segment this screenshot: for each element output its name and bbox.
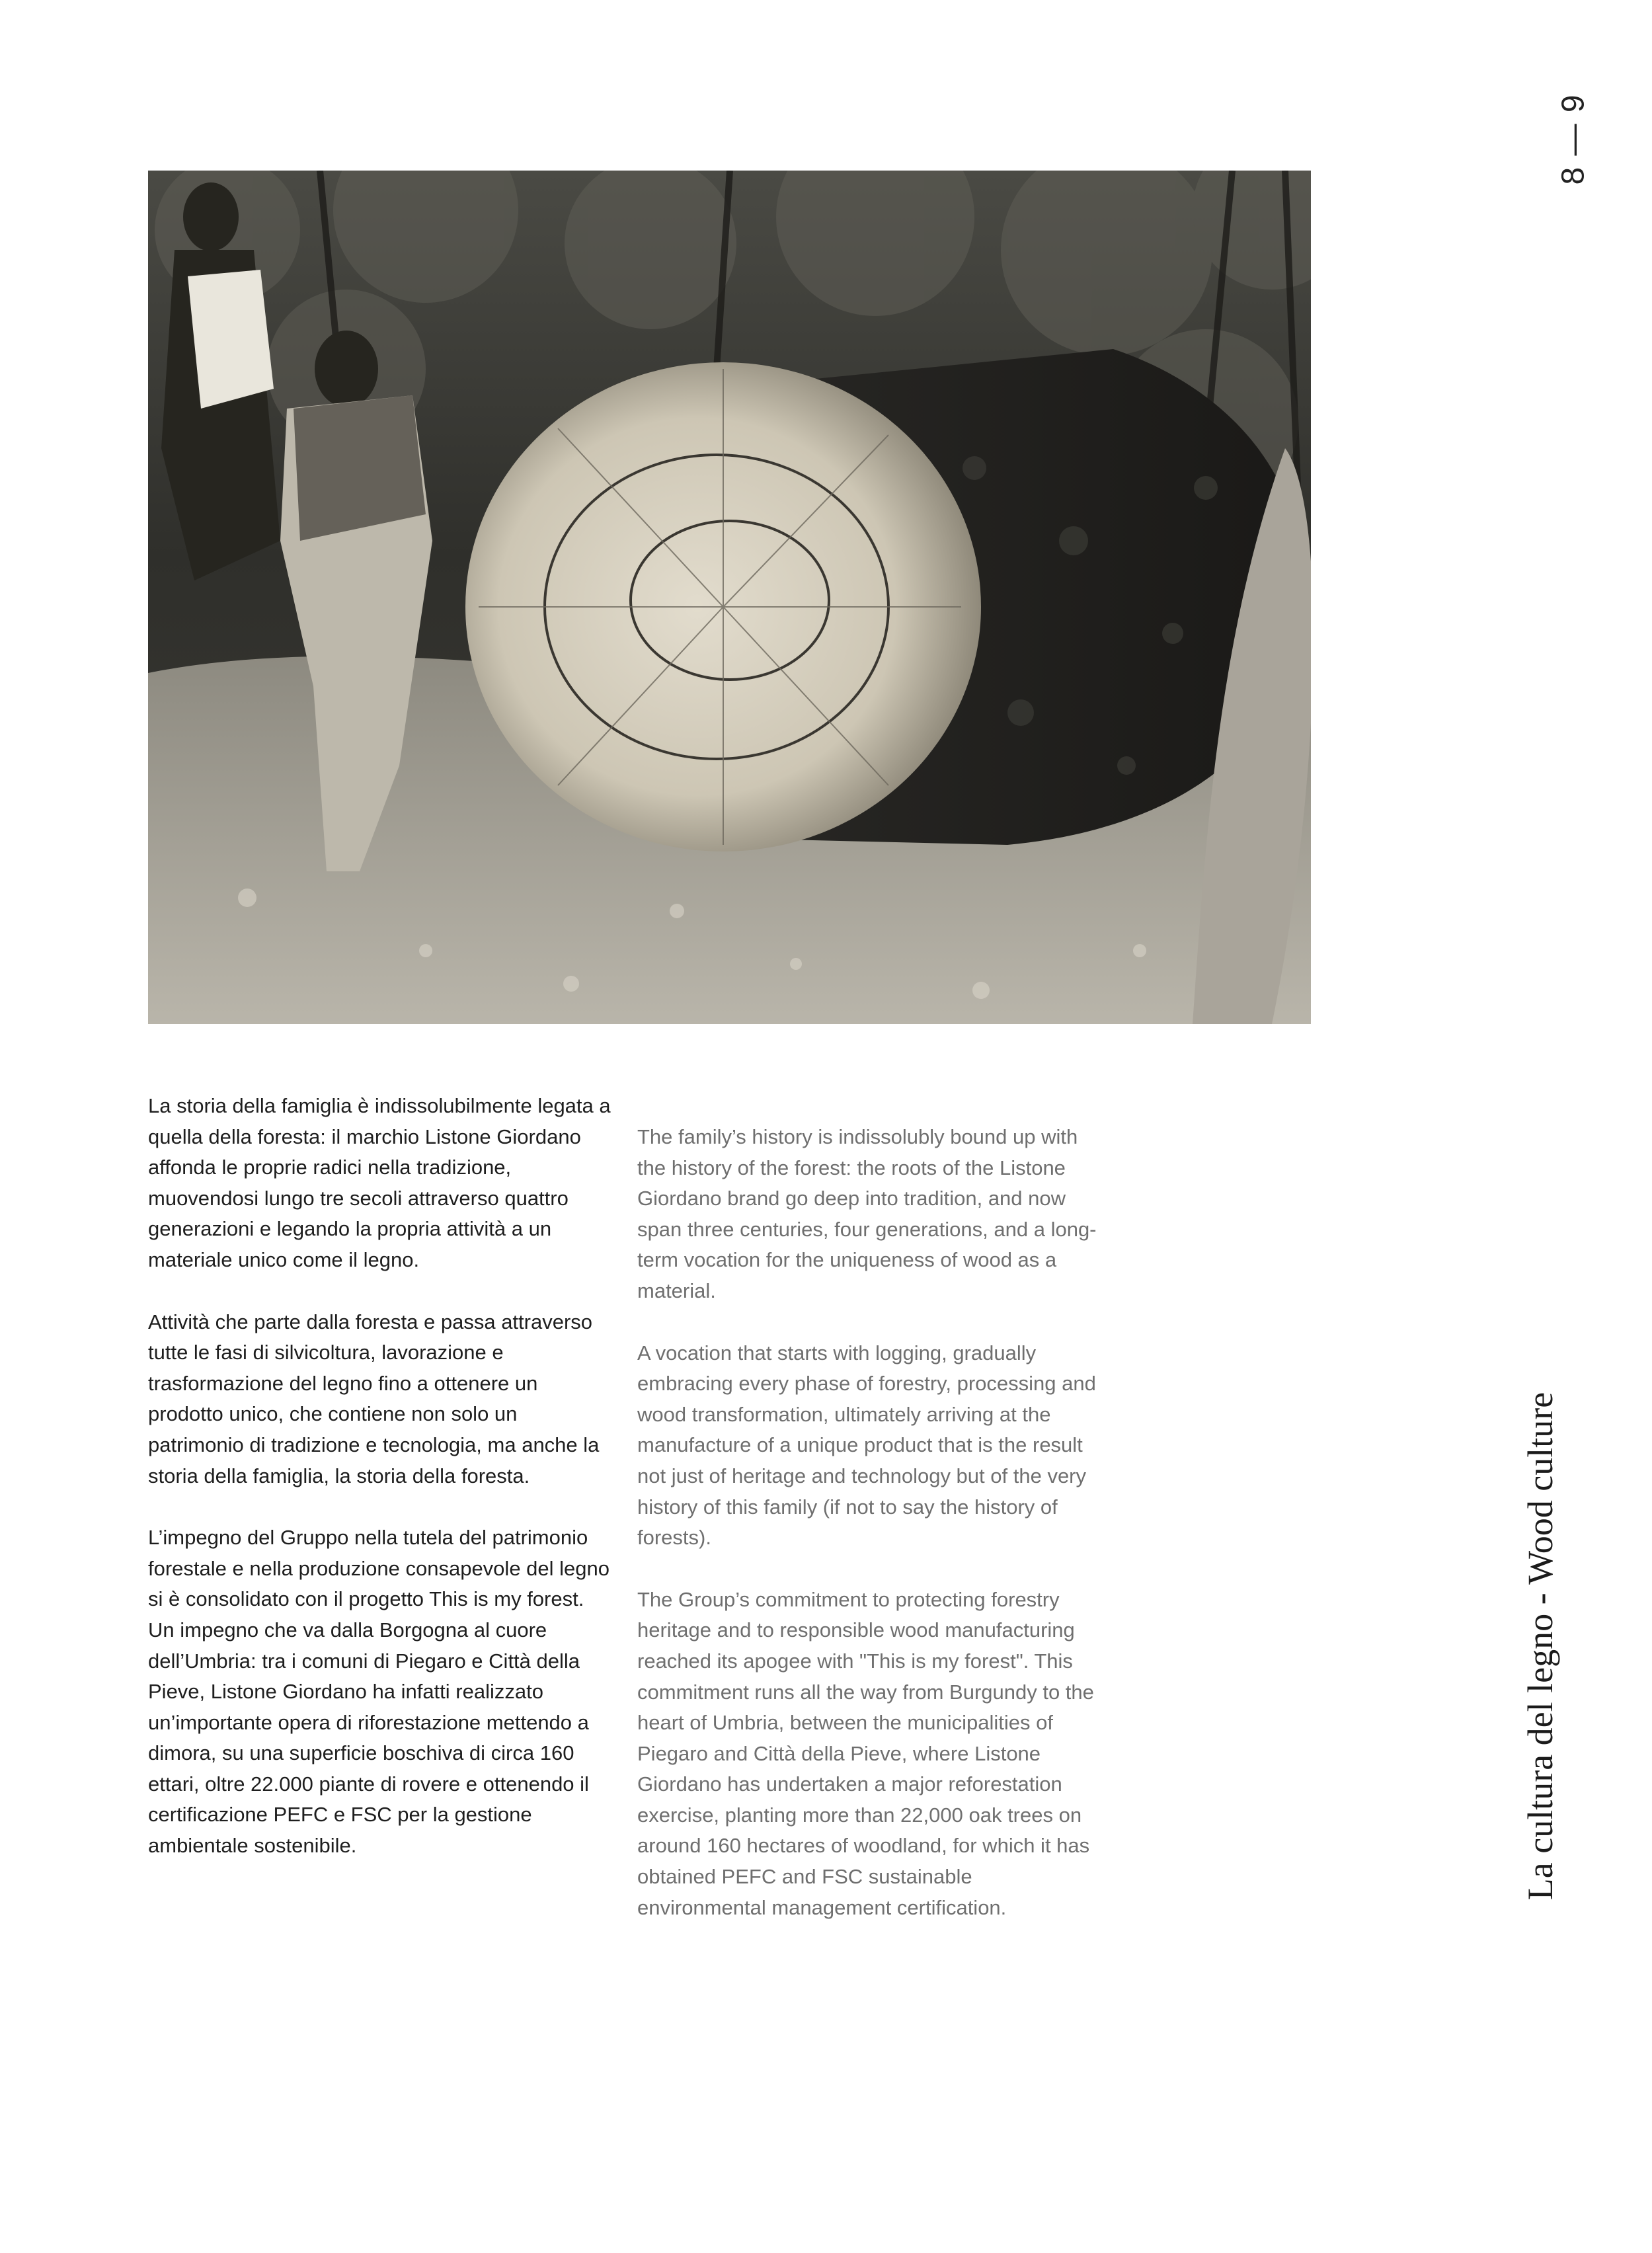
english-paragraph-1: The family’s history is indissolubly bound up with the history of the forest: the roots of the Listone Giordano brand go deep into tradition, and now span three centuries, four generations, and a long-term vocation for the uniqueness of wood as a material. <box>637 1125 1097 1302</box>
running-title <box>1520 1392 1560 1901</box>
english-paragraph-3: The Group’s commitment to protecting forestry heritage and to responsible wood manufacturing reached its apogee with "This is my forest". This commitment runs all the way from Burgundy to the heart of Umbria, between the municipalities of Piegaro and Città della Pieve, where Listone Giordano has undertaken a major reforestation exercise, planting more than 22,000 oak trees on around 160 hectares of woodland, for which it has obtained PEFC and FSC sustainable environmental management certification. <box>637 1587 1094 1919</box>
archival-photo <box>148 171 1311 1024</box>
page-number <box>1534 93 1613 185</box>
page-number-label: 8 — 9 <box>1555 93 1591 185</box>
english-text-column <box>637 1122 1100 1954</box>
photo-log-cross-section-icon <box>148 171 1311 1024</box>
italian-paragraph-1: La storia della famiglia è indissolubilmente legata a quella della foresta: il marchio Listone Giordano affonda le proprie radici nella tradizione, muovendosi lungo tre secoli attraverso quattro generazioni e legando la propria attività a un materiale unico come il legno. <box>148 1094 611 1271</box>
italian-text-column <box>148 1091 611 1893</box>
italian-paragraph-2: Attività che parte dalla foresta e passa attraverso tutte le fasi di silvicoltura, lavorazione e trasformazione del legno fino a ottenere un prodotto unico, che contiene non solo un patrimonio di tradizione e tecnologia, ma anche la storia della famiglia, la storia della foresta. <box>148 1310 600 1487</box>
running-title-label: La cultura del legno - Wood culture <box>1520 1392 1560 1901</box>
english-paragraph-2: A vocation that starts with logging, gradually embracing every phase of forestry, processing and wood transformation, ultimately arriving at the manufacture of a unique product that is the result not just of heritage and technology but of the very history of this family (if not to say the history of forests). <box>637 1341 1096 1550</box>
italian-paragraph-3: L’impegno del Gruppo nella tutela del patrimonio forestale e nella produzione consapevole del legno si è consolidato con il progetto This is my forest. Un impegno che va dalla Borgogna al cuore dell’Umbria: tra i comuni di Piegaro e Città della Pieve, Listone Giordano ha infatti realizzato un’importante opera di riforestazione mettendo a dimora, su una superficie boschiva di circa 160 ettari, oltre 22.000 piante di rovere e ottenendo il certificazione PEFC e FSC per la gestione ambientale sostenibile. <box>148 1526 610 1858</box>
